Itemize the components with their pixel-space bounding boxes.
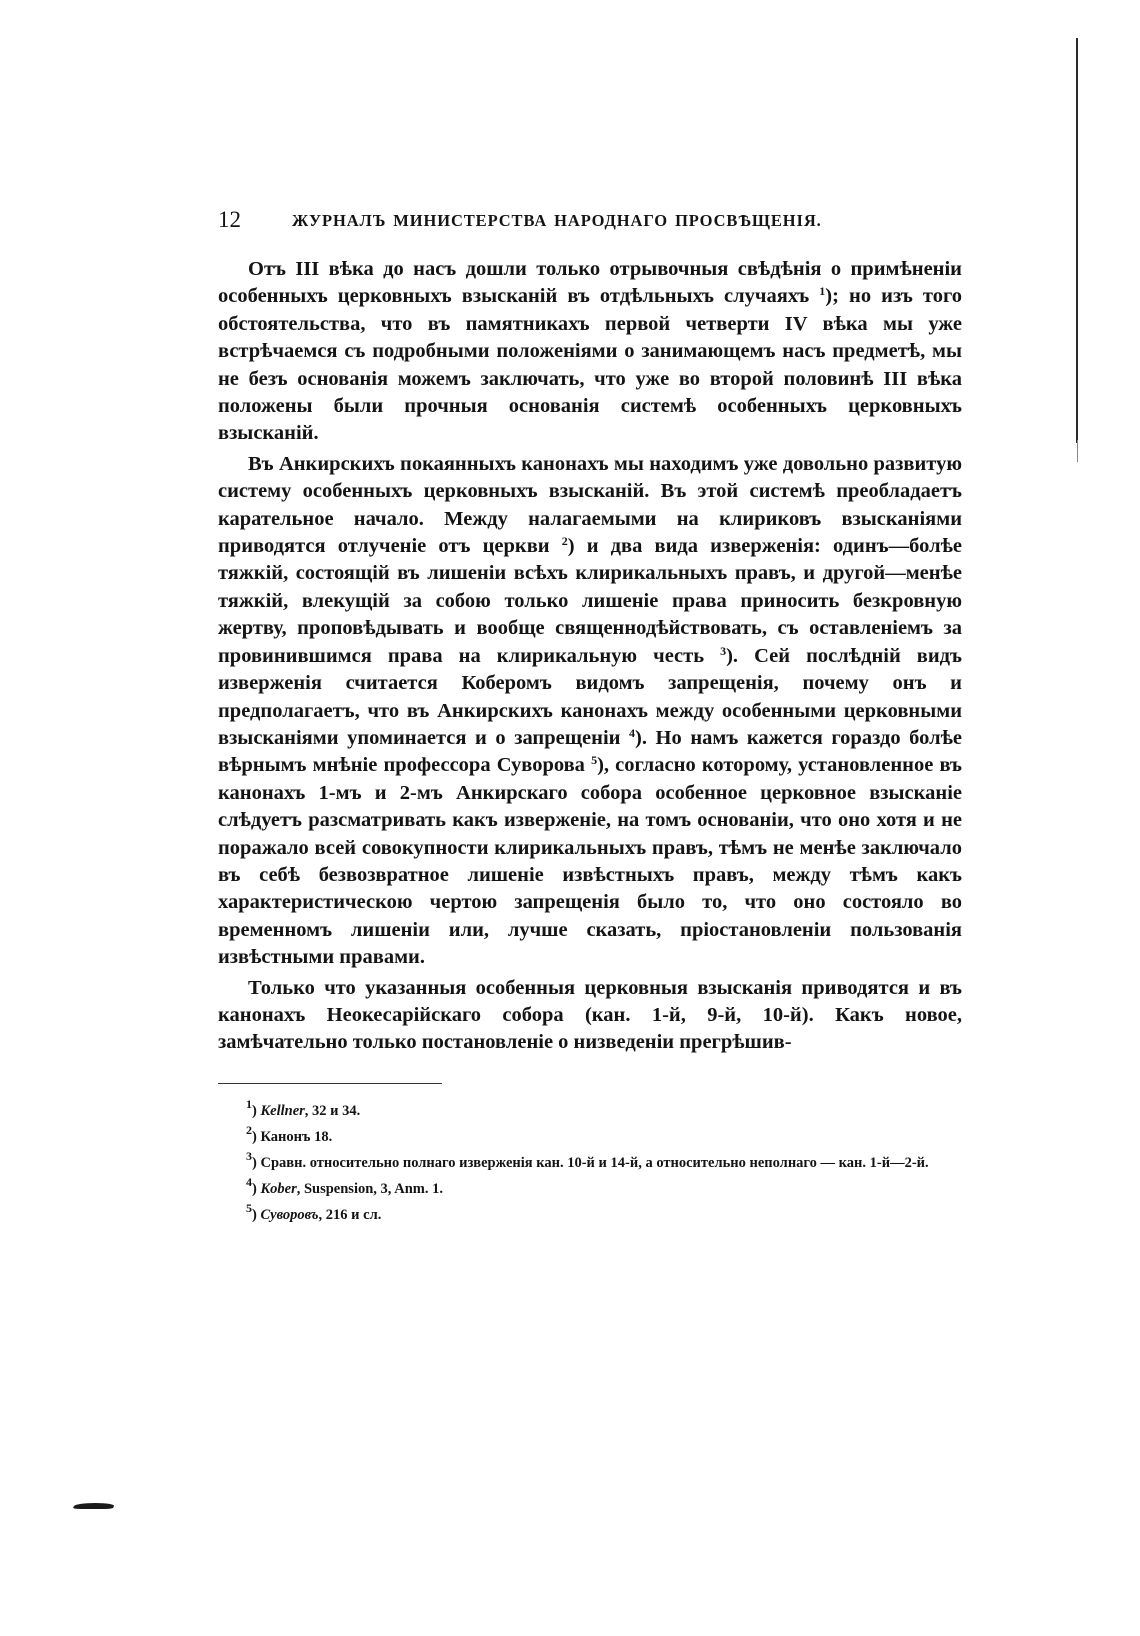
footnote-4-author: Kober bbox=[260, 1180, 297, 1197]
paragraph-2-part-c: ). Сей послѣдній видъ изверженія считается Коберомъ видомъ запрещенія, почему онъ и предполагаетъ, что въ Анкирскихъ канонахъ между особенными церковными взысканіями упоминается и о запрещеніи bbox=[218, 644, 962, 749]
footnotes bbox=[218, 1098, 962, 1228]
footnote-5: $^5$) Суворовъ, 216 и сл. bbox=[246, 1200, 382, 1223]
scan-ink-blot bbox=[73, 1503, 116, 1509]
footnote-5-author: Суворовъ bbox=[260, 1206, 319, 1223]
footnote-ref-1: 1 bbox=[819, 284, 826, 299]
footnote-ref-2: 2 bbox=[561, 534, 568, 549]
paragraph-2-part-b: ) и два вида изверженія: одинъ—болѣе тяжкій, состоящій въ лишеніи всѣхъ клирикальныхъ правъ, и другой—менѣе тяжкій, влекущій за собою только лишеніе права приносить безкровную жертву, проповѣдывать и вообще священнодѣйствовать, съ оставленіемъ за провинившимся права на клирикальную честь bbox=[218, 535, 962, 667]
footnote-1-text: , 32 и 34. bbox=[304, 1102, 361, 1119]
journal-title: ЖУРНАЛЪ МИНИСТЕРСТВА НАРОДНАГО ПРОСВѢЩЕНІЯ. bbox=[292, 211, 822, 230]
paragraph-1 bbox=[218, 256, 962, 448]
footnote-2: $^2$) Канонъ 18. bbox=[246, 1122, 333, 1145]
footnote-divider bbox=[218, 1083, 442, 1084]
page bbox=[218, 206, 962, 1228]
footnote-2-text: Канонъ 18. bbox=[260, 1128, 333, 1145]
body-text bbox=[218, 256, 962, 1057]
paragraph-1-part-b: ); но изъ того обстоятельства, что въ памятникахъ первой четверти IV вѣка мы уже встрѣчаемся съ подробными положеніями о занимающемъ насъ предметѣ, мы не безъ основанія можемъ заключать, что уже во второй половинѣ III вѣка положены были прочныя основанія системѣ особенныхъ церковныхъ взысканій. bbox=[218, 285, 962, 445]
footnote-1: $^1$) Kellner, 32 и 34. bbox=[246, 1096, 361, 1119]
footnote-3-text: Сравн. относительно полнаго изверженія кан. 10-й и 14-й, а относительно неполнаго — кан. 1-й—2-й. bbox=[260, 1154, 929, 1171]
footnote-1-author: Kellner bbox=[260, 1102, 305, 1119]
scan-edge-mark-lower bbox=[1077, 440, 1078, 462]
running-head bbox=[218, 206, 962, 236]
footnote-mark-5: 5 bbox=[246, 1200, 252, 1215]
scan-edge-mark bbox=[1076, 38, 1078, 443]
footnote-4-text: , Suspension, 3, Anm. 1. bbox=[296, 1180, 443, 1197]
paragraph-2-part-a: Въ Анкирскихъ покаянныхъ канонахъ мы находимъ уже довольно развитую систему особенныхъ церковныхъ взысканій. Въ этой системѣ преобладаетъ карательное начало. Между налагаемыми на клириковъ взысканіями приводятся отлученіе отъ церкви bbox=[218, 452, 962, 558]
footnote-mark-4: 4 bbox=[246, 1174, 252, 1189]
footnote-ref-4: 4 bbox=[629, 725, 636, 740]
footnote-mark-1: 1 bbox=[246, 1096, 252, 1111]
footnote-mark-3: 3 bbox=[246, 1148, 252, 1163]
paragraph-3: Только что указанныя особенныя церковныя взысканія приводятся и въ канонахъ Неокесарійскаго собора (кан. 1-й, 9-й, 10-й). Какъ новое, замѣчательно только постановленіе о низведеніи прегрѣшив- bbox=[218, 976, 962, 1054]
footnote-ref-3: 3 bbox=[720, 643, 727, 658]
page-number: 12 bbox=[218, 207, 241, 232]
paragraph-2-part-e: ), согласно которому, установленное въ канонахъ 1-мъ и 2-мъ Анкирскаго собора особенное церковное взысканіе слѣдуетъ разсматривать какъ изверженіе, на томъ основаніи, что оно хотя и не поражало всей совокупности клирикальныхъ правъ, тѣмъ не менѣе заключало въ себѣ безвозвратное лишеніе извѣстныхъ правъ, между тѣмъ какъ характеристическою чертою запрещенія было то, что оно состояло во временномъ лишеніи или, лучше сказать, пріостановленіи пользованія извѣстными правами. bbox=[218, 754, 962, 969]
paragraph-2 bbox=[218, 451, 962, 972]
paragraph-1-part-a: Отъ III вѣка до насъ дошли только отрывочныя свѣдѣнія о примѣненіи особенныхъ церковныхъ взысканій въ отдѣльныхъ случаяхъ bbox=[218, 258, 962, 308]
footnote-ref-5: 5 bbox=[591, 753, 598, 768]
footnote-4: $^4$) Kober, Suspension, 3, Anm. 1. bbox=[246, 1174, 443, 1197]
footnote-mark-2: 2 bbox=[246, 1122, 252, 1137]
paragraph-2-part-d: ). Но намъ кажется гораздо болѣе вѣрнымъ мнѣніе профессора Суворова bbox=[218, 726, 962, 777]
footnote-3: $^3$) Сравн. относительно полнаго изверженія кан. 10-й и 14-й, а относительно неполнаго — кан. 1-й—2-й. bbox=[246, 1148, 929, 1171]
footnote-5-text: , 216 и сл. bbox=[318, 1206, 382, 1223]
